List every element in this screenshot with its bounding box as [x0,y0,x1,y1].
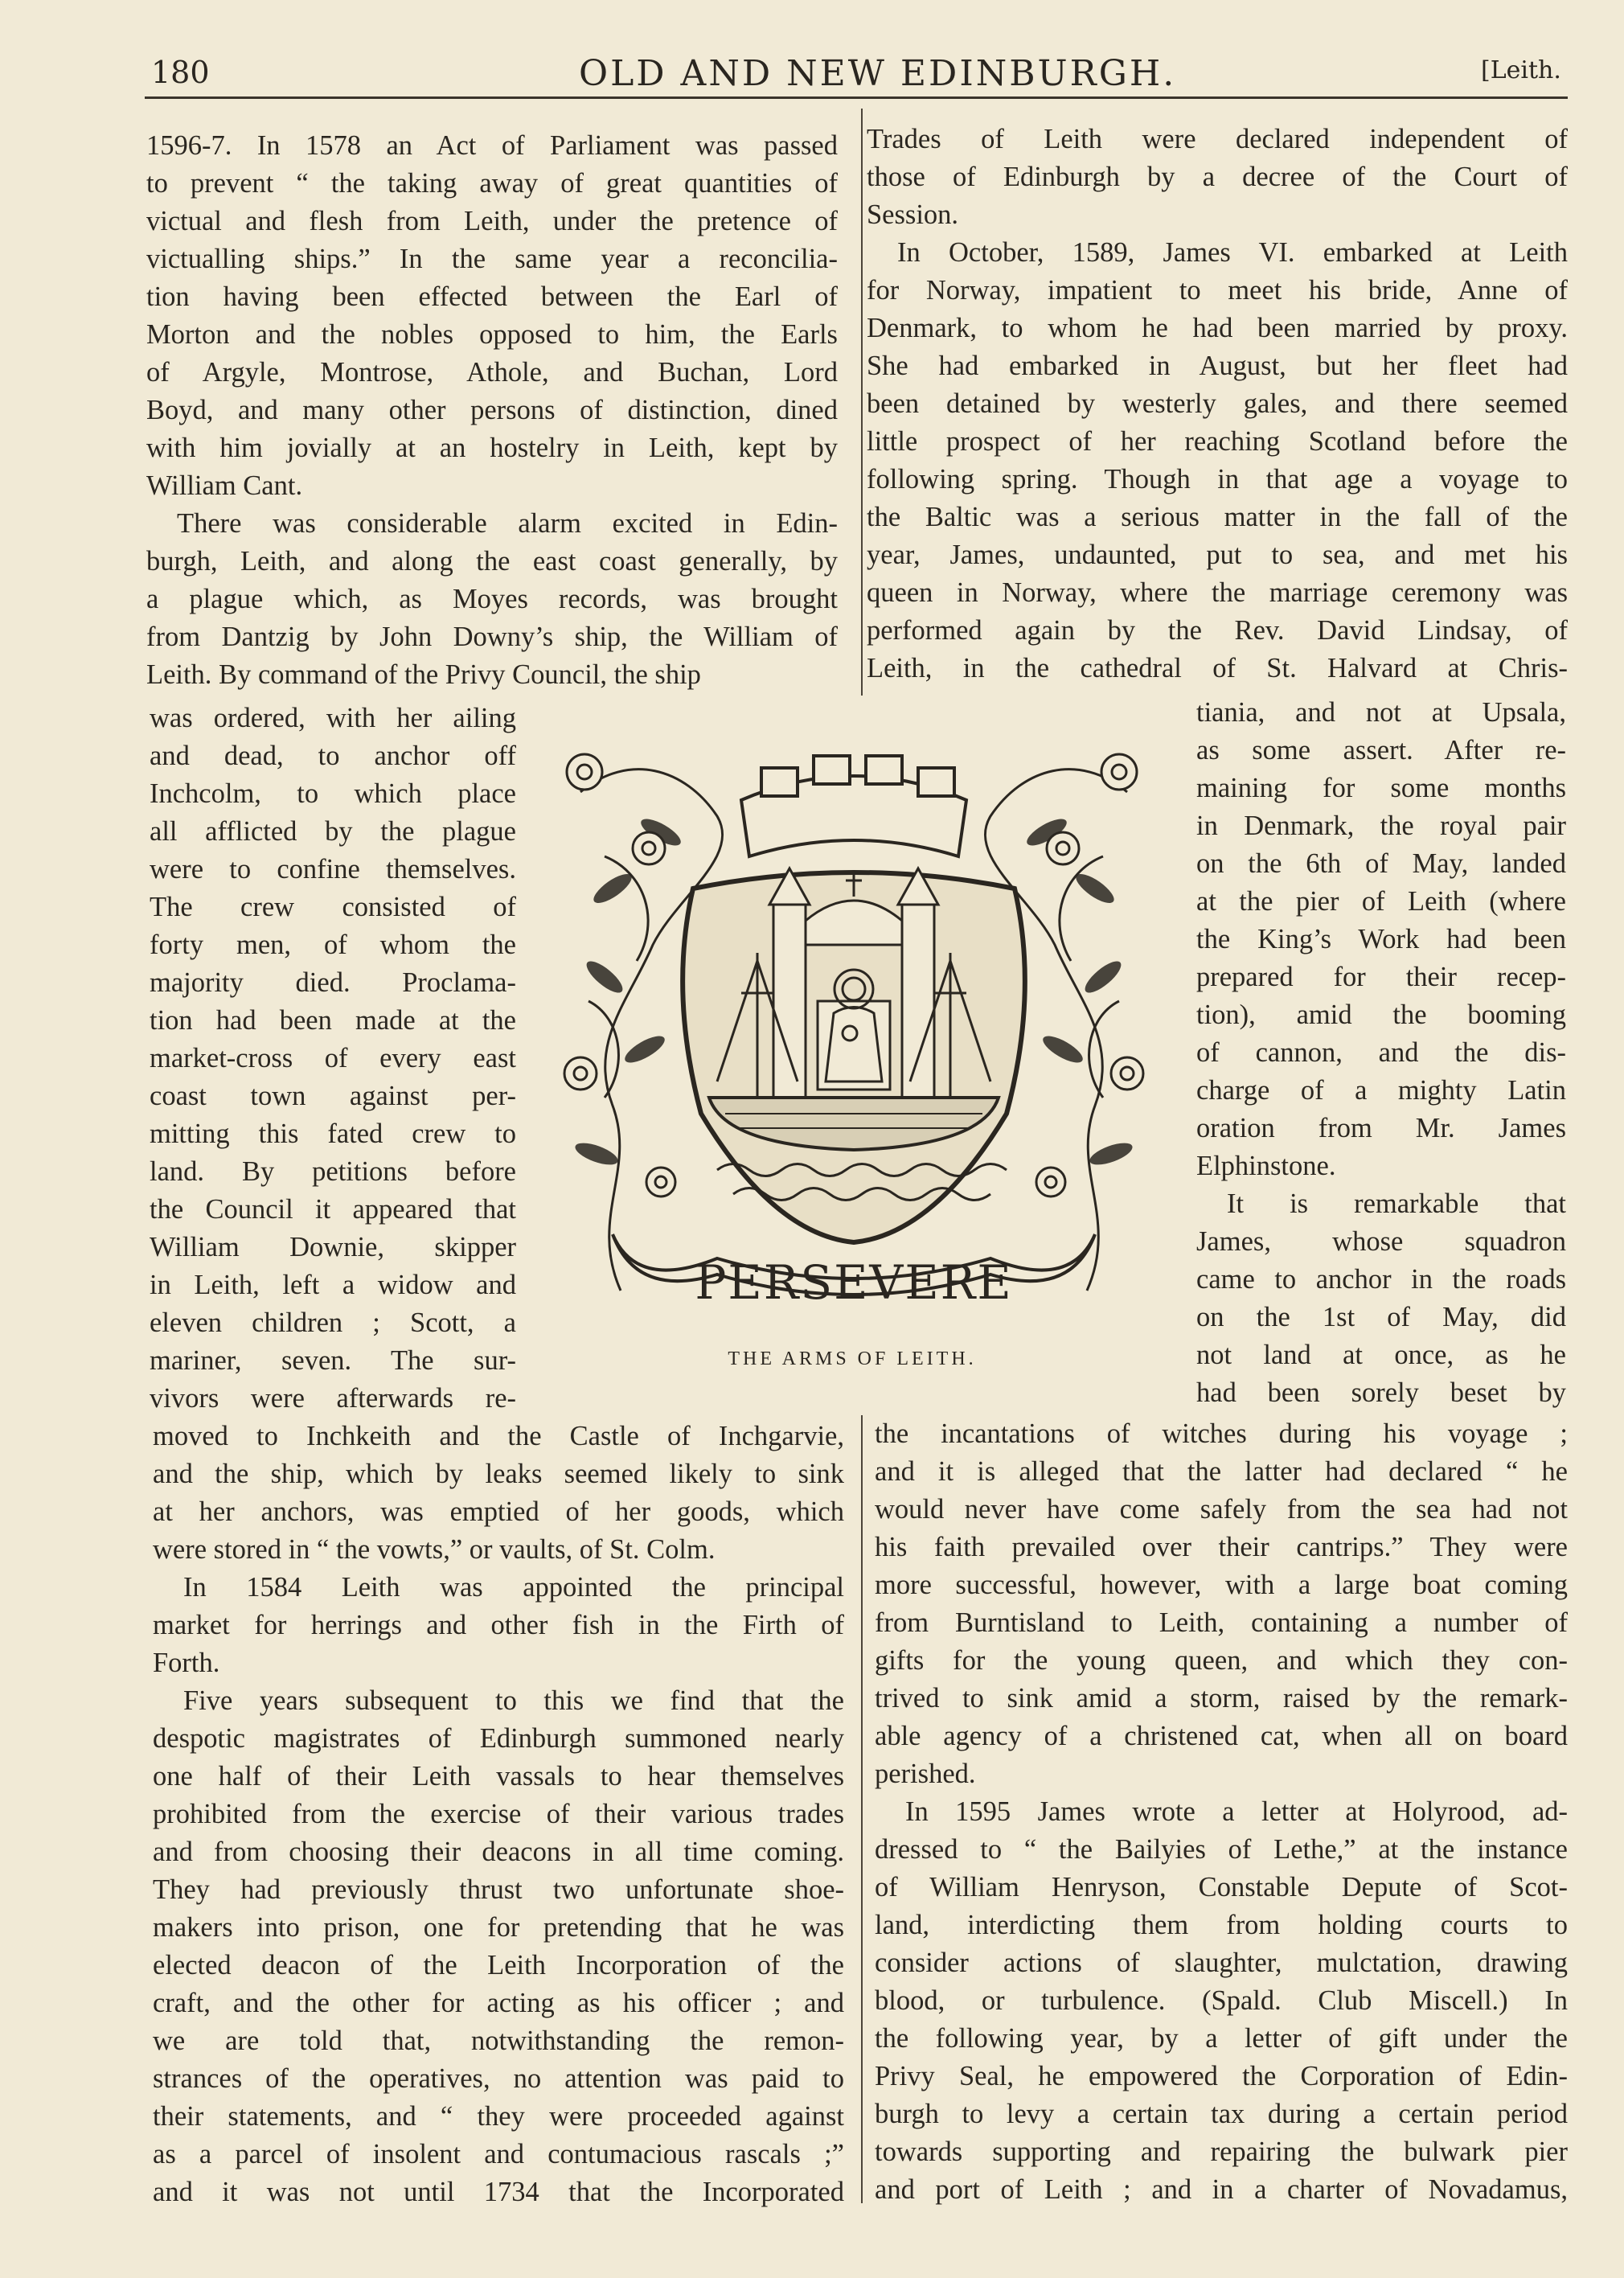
text-line: land, interdicting them from holding courts to [875,1910,1568,1940]
text-line: 1596-7. In 1578 an Act of Parliament was passed [146,130,838,161]
text-line: victual and flesh from Leith, under the pretence of [146,206,838,236]
text-line: majority died. Proclama- [150,967,516,998]
text-line: Inchcolm, to which place [150,778,516,809]
text-line: queen in Norway, where the marriage ceremony was [867,577,1568,608]
text-line: Privy Seal, he empowered the Corporation of Edin- [875,2061,1568,2091]
text-line: burgh to levy a certain tax during a certain period [875,2099,1568,2129]
text-line: little prospect of her reaching Scotland before the [867,426,1568,457]
text-line: prohibited from the exercise of their various trades [153,1799,844,1829]
arms-engraving [556,736,1151,1355]
text-line: tiania, and not at Upsala, [1196,697,1566,728]
text-line: and dead, to anchor off [150,741,516,771]
text-line: were stored in “ the vowts,” or vaults, of St. Colm. [153,1534,716,1565]
text-line: for Norway, impatient to meet his bride, Anne of [867,275,1568,306]
text-line: the incantations of witches during his voyage ; [875,1418,1568,1449]
column-divider-top [861,109,863,696]
text-line: all afflicted by the plague [150,816,516,847]
text-line: tion had been made at the [150,1005,516,1036]
text-line: market for herrings and other fish in the Firth of [153,1610,844,1640]
text-line: burgh, Leith, and along the east coast generally, by [146,546,838,577]
text-line: Leith, in the cathedral of St. Halvard at Chris- [867,653,1568,683]
text-line: performed again by the Rev. David Lindsay, of [867,615,1568,646]
header-rule [145,96,1568,99]
text-line: from Dantzig by John Downy’s ship, the William of [146,622,838,652]
text-line: at the pier of Leith (where [1196,886,1566,917]
text-line: as some assert. After re- [1196,735,1566,765]
text-line: Morton and the nobles opposed to him, the Earls [146,319,838,350]
text-line: tion), amid the booming [1196,999,1566,1030]
text-line: following spring. Though in that age a voyage to [867,464,1568,495]
text-line: one half of their Leith vassals to hear themselves [153,1761,844,1792]
text-line: elected deacon of the Leith Incorporation of the [153,1950,844,1980]
running-header [0,47,1624,103]
text-line: oration from Mr. James [1196,1113,1566,1143]
text-line: mariner, seven. The sur- [150,1345,516,1376]
text-line: had been sorely beset by [1196,1377,1566,1408]
text-line: able agency of a christened cat, when all on board [875,1721,1568,1751]
right-column-wrap [1196,694,1566,1412]
text-line: and it was not until 1734 that the Incorporated [153,2177,844,2207]
text-line: William Cant. [146,470,303,501]
text-line: at her anchors, was emptied of her goods, which [153,1496,844,1527]
text-line: and from choosing their deacons in all time coming. [153,1837,844,1867]
text-line: Session. [867,199,959,230]
running-title: OLD AND NEW EDINBURGH. [579,53,1177,94]
text-line: towards supporting and repairing the bulwark pier [875,2136,1568,2167]
text-line: was ordered, with her ailing [150,703,516,733]
text-line: and it is alleged that the latter had declared “ he [875,1456,1568,1487]
text-line: tion having been effected between the Earl of [146,281,838,312]
text-line: makers into prison, one for pretending that he was [153,1912,844,1943]
text-line: on the 6th of May, landed [1196,848,1566,879]
text-line: we are told that, notwithstanding the remon- [153,2026,844,2056]
text-line: Elphinstone. [1196,1151,1336,1181]
text-line: Trades of Leith were declared independent of [867,124,1568,154]
text-line: strances of the operatives, no attention was paid to [153,2063,844,2094]
text-line: their statements, and “ they were proceeded against [153,2101,844,2132]
text-line: not land at once, as he [1196,1340,1566,1370]
text-line: would never have come safely from the sea had not [875,1494,1568,1525]
text-line: The crew consisted of [150,892,516,922]
text-line: blood, or turbulence. (Spald. Club Miscell.) In [875,1985,1568,2016]
text-line: It is remarkable that [1227,1188,1566,1219]
text-line: the King’s Work had been [1196,924,1566,954]
text-line: a plague which, as Moyes records, was brought [146,584,838,614]
text-line: those of Edinburgh by a decree of the Court of [867,162,1568,192]
text-line: forty men, of whom the [150,930,516,960]
text-line: market-cross of every east [150,1043,516,1073]
text-line: year, James, undaunted, put to sea, and met his [867,540,1568,570]
text-line: land. By petitions before [150,1156,516,1187]
right-column-bottom [875,1415,1568,2209]
text-line: In October, 1589, James VI. embarked at Leith [897,237,1568,268]
text-line: in Leith, left a widow and [150,1270,516,1300]
text-line: from Burntisland to Leith, containing a number of [875,1607,1568,1638]
text-line: Denmark, to whom he had been married by proxy. [867,313,1568,343]
text-line: Five years subsequent to this we find that the [183,1685,844,1716]
page-number: 180 [151,55,210,90]
text-line: perished. [875,1759,976,1789]
left-column-wrap [150,700,516,1418]
arms-of-leith-illustration [556,736,1151,1355]
text-line: mitting this fated crew to [150,1118,516,1149]
text-line: James, whose squadron [1196,1226,1566,1257]
right-column-top [867,121,1568,688]
text-line: the Baltic was a serious matter in the fall of the [867,502,1568,532]
text-line: gifts for the young queen, and which they con- [875,1645,1568,1676]
text-line: Leith. By command of the Privy Council, the ship [146,659,701,690]
text-line: In 1595 James wrote a letter at Holyrood, ad- [905,1796,1568,1827]
text-line: of Argyle, Montrose, Athole, and Buchan, Lord [146,357,838,388]
text-line: vivors were afterwards re- [150,1383,516,1414]
text-line: moved to Inchkeith and the Castle of Inchgarvie, [153,1421,844,1451]
text-line: as a parcel of insolent and contumacious rascals ;” [153,2139,844,2169]
text-line: They had previously thrust two unfortunate shoe- [153,1874,844,1905]
text-line: charge of a mighty Latin [1196,1075,1566,1106]
left-column-top [146,127,838,694]
text-line: trived to sink amid a storm, raised by the remark- [875,1683,1568,1714]
text-line: There was considerable alarm excited in Edin- [177,508,838,539]
text-line: and the ship, which by leaks seemed likely to sink [153,1459,844,1489]
left-column-bottom [153,1418,844,2211]
figure-caption: THE ARMS OF LEITH. [728,1348,977,1369]
text-line: coast town against per- [150,1081,516,1111]
text-line: were to confine themselves. [150,854,516,885]
text-line: She had embarked in August, but her fleet had [867,351,1568,381]
motto-text: PERSEVERE [695,1255,1013,1310]
text-line: the following year, by a letter of gift under the [875,2023,1568,2054]
text-line: in Denmark, the royal pair [1196,811,1566,841]
text-line: William Downie, skipper [150,1232,516,1262]
text-line: his faith prevailed over their cantrips.” They were [875,1532,1568,1562]
text-line: eleven children ; Scott, a [150,1307,516,1338]
text-line: and port of Leith ; and in a charter of Novadamus, [875,2174,1568,2205]
text-line: maining for some months [1196,773,1566,803]
text-line: on the 1st of May, did [1196,1302,1566,1332]
text-line: dressed to “ the Bailyies of Lethe,” at the instance [875,1834,1568,1865]
text-line: more successful, however, with a large boat coming [875,1570,1568,1600]
text-line: came to anchor in the roads [1196,1264,1566,1295]
text-line: prepared for their recep- [1196,962,1566,992]
text-line: consider actions of slaughter, mulctation, drawing [875,1948,1568,1978]
text-line: Forth. [153,1648,220,1678]
section-label: [Leith. [1481,56,1561,84]
text-line: Boyd, and many other persons of distinction, dined [146,395,838,425]
text-line: of William Henryson, Constable Depute of Scot- [875,1872,1568,1902]
text-line: of cannon, and the dis- [1196,1037,1566,1068]
column-divider-bottom [861,1415,863,2203]
text-line: the Council it appeared that [150,1194,516,1225]
text-line: despotic magistrates of Edinburgh summoned nearly [153,1723,844,1754]
text-line: to prevent “ the taking away of great quantities of [146,168,838,199]
text-line: victualling ships.” In the same year a reconcilia- [146,244,838,274]
text-line: craft, and the other for acting as his officer ; and [153,1988,844,2018]
text-line: In 1584 Leith was appointed the principal [183,1572,844,1603]
text-line: with him jovially at an hostelry in Leith, kept by [146,433,838,463]
text-line: been detained by westerly gales, and there seemed [867,388,1568,419]
